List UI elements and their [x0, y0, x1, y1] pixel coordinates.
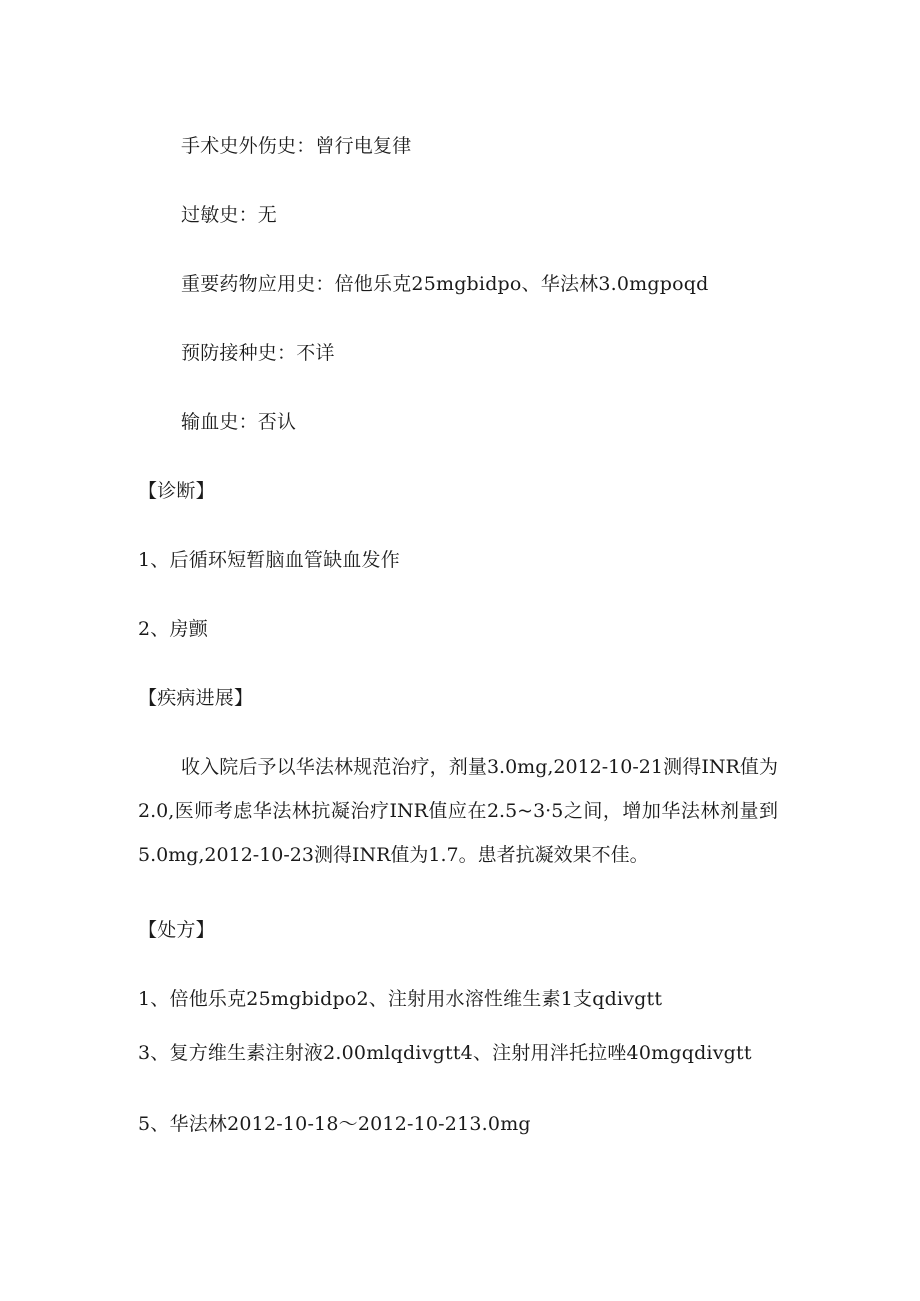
allergy-history: 过敏史：无 [181, 204, 278, 226]
progress-heading: 【疾病进展】 [138, 687, 254, 709]
transfusion-history: 输血史：否认 [181, 411, 297, 433]
diagnosis-item: 1、后循环短暂脑血管缺血发作 [138, 549, 400, 571]
medication-history: 重要药物应用史：倍他乐克25mgbidpo、华法林3.0mgpoqd [181, 273, 709, 295]
progress-paragraph: 收入院后予以华法林规范治疗，剂量3.0mg,2012-10-21测得INR值为2.0,医师考虑华法林抗凝治疗INR值应在2.5~3·5之间，增加华法林剂量到5.0mg,2012-10-23测得INR值为1.7。患者抗凝效果不佳。 [138, 756, 778, 866]
diagnosis-item: 2、房颤 [138, 618, 208, 640]
diagnosis-heading: 【诊断】 [138, 480, 215, 502]
prescription-line: 3、复方维生素注射液2.00mlqdivgtt4、注射用泮托拉唑40mgqdivgtt [138, 1042, 752, 1064]
surgery-history: 手术史外伤史：曾行电复律 [181, 135, 412, 157]
prescription-line: 5、华法林2012-10-18～2012-10-213.0mg [138, 1113, 531, 1135]
vaccination-history: 预防接种史：不详 [181, 342, 335, 364]
prescription-heading: 【处方】 [138, 919, 215, 941]
prescription-line: 1、倍他乐克25mgbidpo2、注射用水溶性维生素1支qdivgtt [138, 988, 663, 1010]
